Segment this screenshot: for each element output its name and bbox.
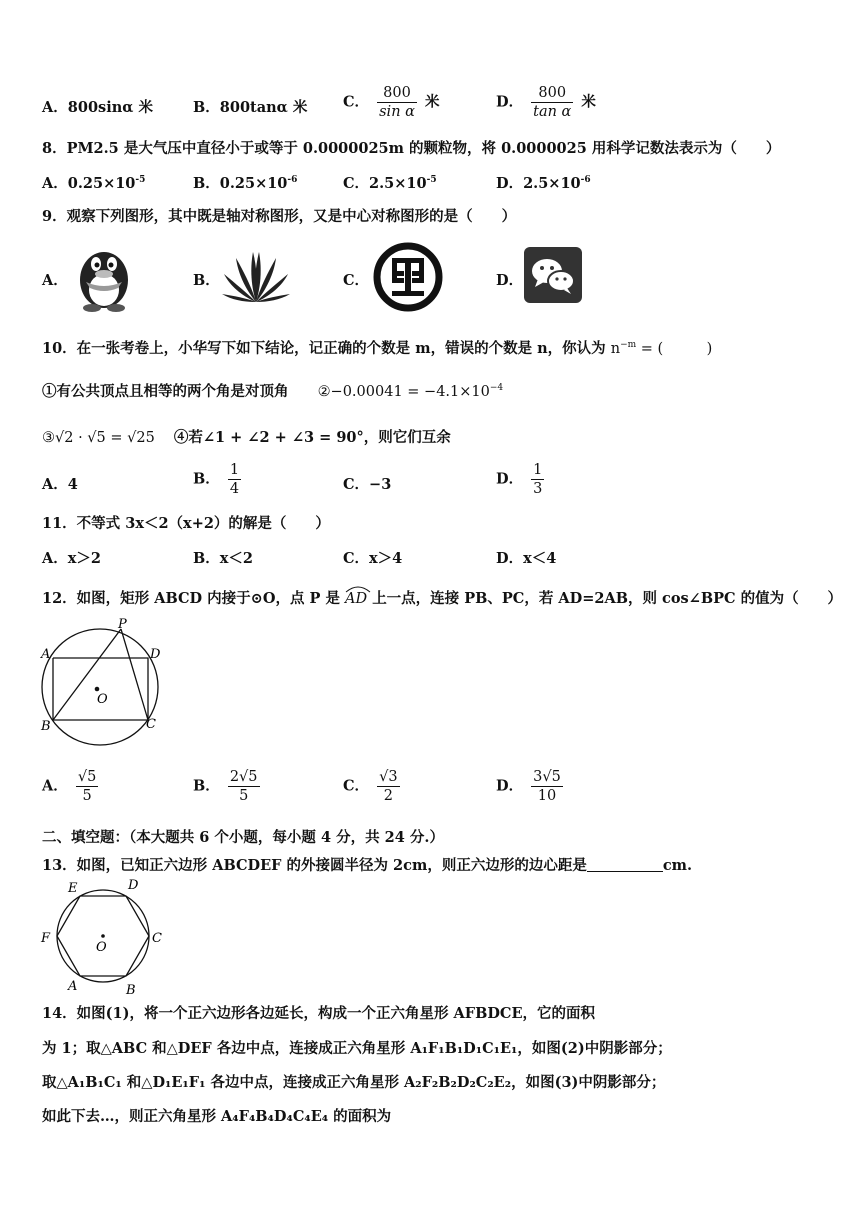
q9-option-d-label: D．: [496, 272, 524, 289]
q12-option-b: B． $\frac{2√5}{5}$: [193, 769, 258, 804]
label-a: A: [68, 979, 78, 994]
label-d: D: [128, 878, 139, 893]
q11-option-c: C．x＞4: [343, 550, 403, 567]
q9-option-b-label: B．: [193, 272, 220, 289]
q10-statement-1-2: ①有公共顶点且相等的两个角是对顶角 ②−0.00041 = $-4.1\times 10^{-4}$: [42, 383, 504, 400]
flower-logo-icon: [220, 248, 292, 304]
q13-hexagon-figure: [36, 876, 171, 996]
section-2-heading: 二、填空题：（本大题共 6 个小题，每小题 4 分，共 24 分.）: [42, 829, 444, 846]
q8-option-d: D．$2.5\times 10^{-6}$: [496, 175, 591, 192]
bank-logo-icon: [372, 241, 444, 313]
q10-option-c: C．−3: [343, 476, 392, 493]
label-c: C: [146, 717, 156, 732]
q12-option-c: C． $\frac{√3}{2}$: [343, 769, 398, 804]
q10-option-a: A．4: [42, 476, 78, 493]
q10-statement-3-4: ③√2 · √5 = √25 ④若∠1 + ∠2 + ∠3 = 90°，则它们互余: [42, 429, 451, 446]
q12-stem: 12．如图，矩形 ABCD 内接于⊙O，点 P 是 AD 上一点，连接 PB、PC，若 AD=2AB，则 cos∠BPC 的值为（ ）: [42, 587, 842, 608]
q9-option-a-label: A．: [42, 272, 68, 289]
label-o: O: [97, 692, 108, 707]
q14-line-4: 如此下去…，则正六角星形 A₄F₄B₄D₄C₄E₄ 的面积为: [42, 1108, 392, 1125]
q8-stem: 8．PM2.5 是大气压中直径小于或等于 0.0000025m 的颗粒物，将 0.0000025 用科学记数法表示为（ ）: [42, 140, 781, 157]
q7-option-b: B．800tanα 米: [193, 99, 308, 116]
label-b: B: [41, 719, 51, 734]
q11-stem: 11．不等式 3x＜2（x+2）的解是（ ）: [42, 515, 330, 532]
label-p: P: [118, 618, 127, 632]
q11-option-d: D．x＜4: [496, 550, 557, 567]
q12-option-a: A． $\frac{√5}{5}$: [42, 769, 97, 804]
q14-line-2: 为 1；取△ABC 和△DEF 各边中点，连接成正六角星形 A₁F₁B₁D₁C₁E₁，如图(2)中阴影部分；: [42, 1040, 672, 1057]
chat-logo-icon: [523, 246, 583, 304]
label-o: O: [96, 940, 107, 955]
q9-option-c-label: C．: [343, 272, 370, 289]
q7-option-d: D． $\frac{800}{\text{tan α}}$ 米: [496, 85, 596, 120]
q10-stem: 10．在一张考卷上，小华写下如下结论，记正确的个数是 m，错误的个数是 n，你认为 $n^{-m}$ = ( ): [42, 340, 713, 357]
q7-option-c: C． $\frac{800}{\text{sin α}}$ 米: [343, 85, 440, 120]
penguin-logo-icon: [68, 240, 140, 312]
q9-stem: 9．观察下列图形，其中既是轴对称图形，又是中心对称图形的是（ ）: [42, 208, 517, 225]
q7-option-a: A．800sinα 米: [42, 99, 153, 116]
q11-option-a: A．x＞2: [42, 550, 101, 567]
label-c: C: [152, 931, 162, 946]
label-e: E: [68, 881, 78, 896]
arc-ad: AD: [345, 587, 367, 607]
q8-option-a: A．$0.25\times 10^{-5}$: [42, 175, 146, 192]
q8-option-b: B．$0.25\times 10^{-6}$: [193, 175, 298, 192]
q14-line-1: 14．如图(1)，将一个正六边形各边延长，构成一个正六角星形 AFBDCE，它的面积: [42, 1005, 596, 1022]
label-d: D: [150, 647, 161, 662]
q13-stem: 13．如图，已知正六边形 ABCDEF 的外接圆半径为 2cm，则正六边形的边心距是 cm.: [42, 857, 693, 874]
q10-option-d: D． $\frac{1}{3}$: [496, 462, 543, 497]
label-b: B: [126, 983, 136, 996]
q12-option-d: D． $\frac{3√5}{10}$: [496, 769, 561, 804]
q11-option-b: B．x＜2: [193, 550, 253, 567]
answer-blank: [587, 857, 663, 872]
q10-option-b: B． $\frac{1}{4}$: [193, 462, 240, 497]
q8-option-c: C．$2.5\times 10^{-5}$: [343, 175, 437, 192]
label-a: A: [41, 647, 51, 662]
label-f: F: [41, 931, 51, 946]
q12-circle-rectangle-figure: [36, 618, 171, 750]
q14-line-3: 取△A₁B₁C₁ 和△D₁E₁F₁ 各边中点，连接成正六角星形 A₂F₂B₂D₂C₂E₂，如图(3)中阴影部分；: [42, 1074, 666, 1091]
